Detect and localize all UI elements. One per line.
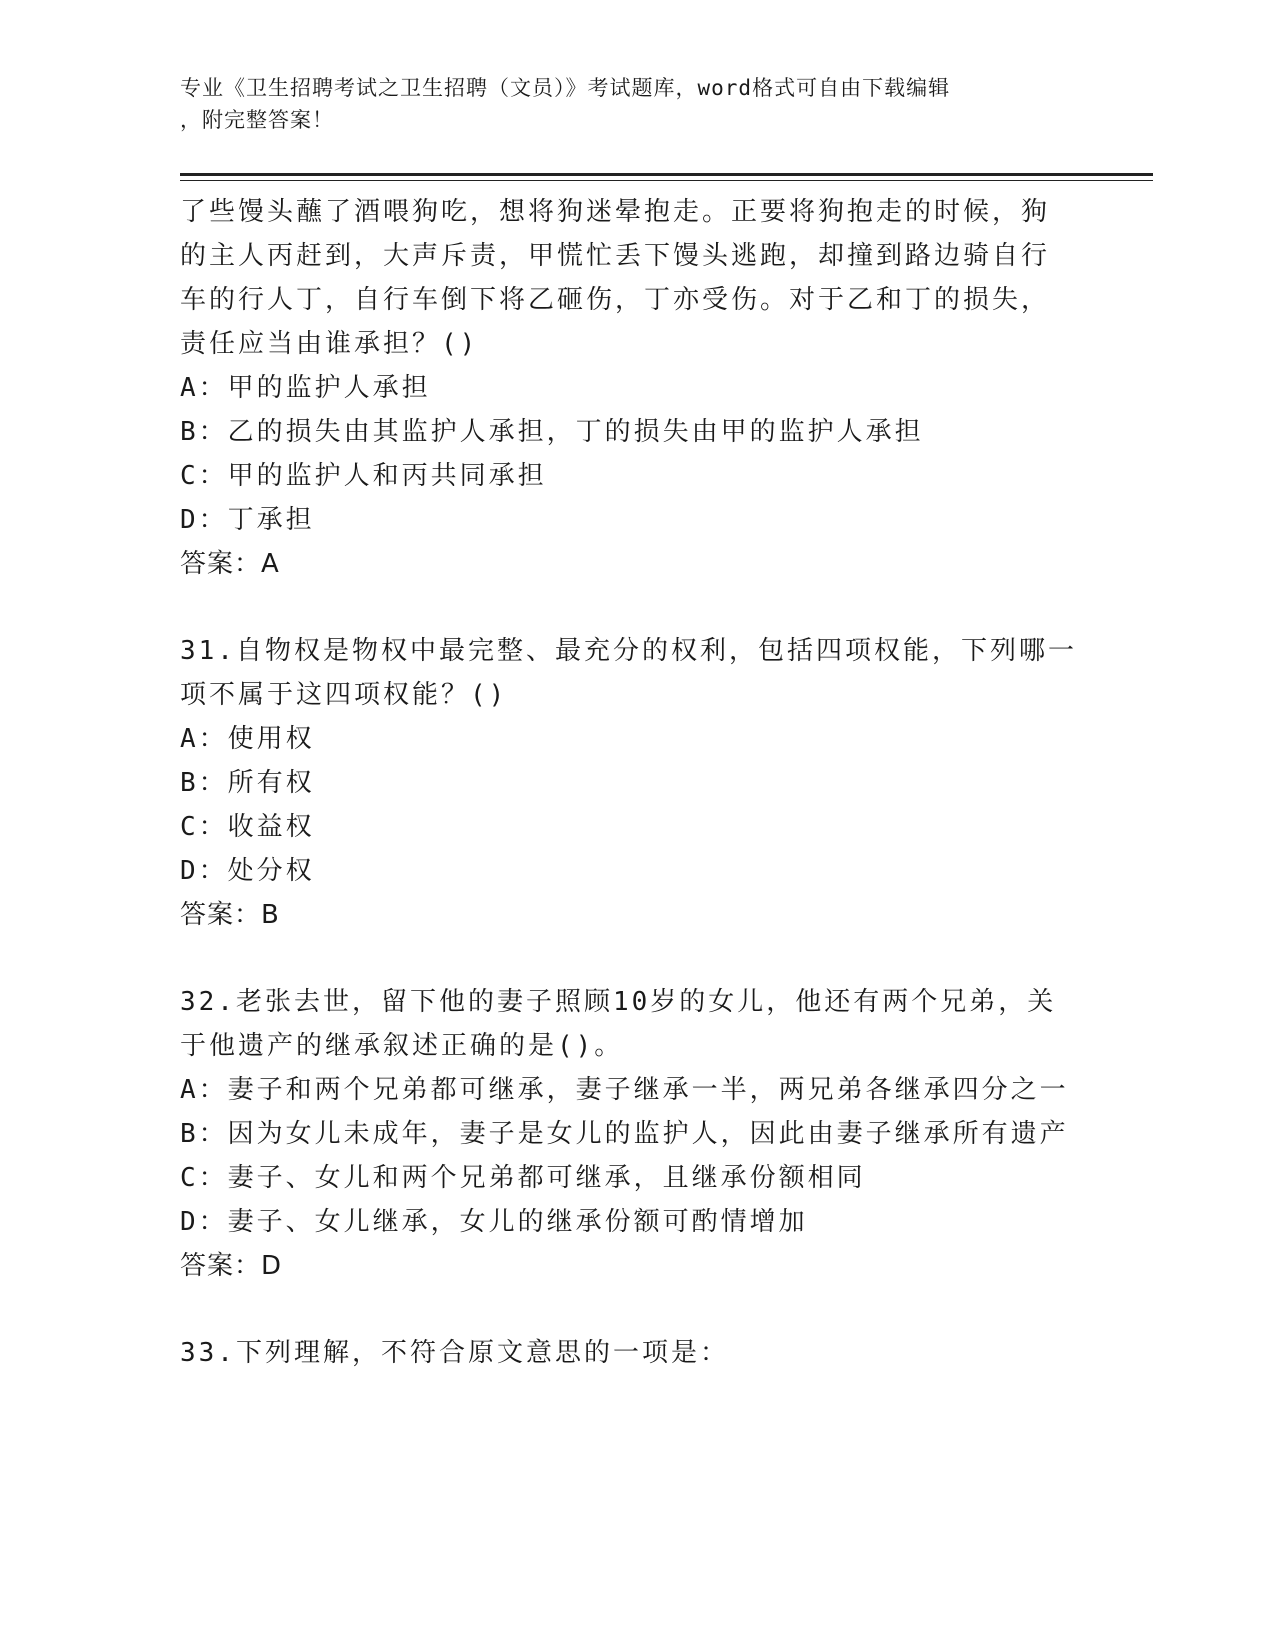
- header-rule-thin: [180, 180, 1153, 181]
- option-d: D：丁承担: [180, 505, 315, 535]
- option-a: A：妻子和两个兄弟都可继承，妻子继承一半，两兄弟各继承四分之一: [180, 1075, 1069, 1105]
- question-33: [180, 1331, 1060, 1375]
- question-stem-line: 项不属于这四项权能？(): [180, 680, 508, 710]
- document-header: [180, 72, 1060, 136]
- answer-line: 答案：A: [180, 549, 280, 579]
- question-31: [180, 629, 1077, 937]
- question-stem-line: 的主人丙赶到，大声斥责，甲慌忙丢下馒头逃跑，却撞到路边骑自行: [180, 241, 1051, 271]
- option-c: C：甲的监护人和丙共同承担: [180, 461, 547, 491]
- option-a: A：使用权: [180, 724, 315, 754]
- question-30: [180, 190, 1060, 586]
- question-list: [180, 190, 1077, 1375]
- header-rule-thick: [180, 173, 1153, 176]
- spacer: [180, 586, 1060, 629]
- question-stem-line: 33.下列理解，不符合原文意思的一项是：: [180, 1338, 729, 1368]
- question-stem-line: 32.老张去世，留下他的妻子照顾10岁的女儿，他还有两个兄弟，关: [180, 987, 1057, 1017]
- answer-line: 答案：B: [180, 900, 280, 930]
- option-d: D：处分权: [180, 856, 315, 886]
- spacer: [180, 1288, 1060, 1331]
- question-stem-line: 于他遗产的继承叙述正确的是()。: [180, 1031, 624, 1061]
- answer-line: 答案：D: [180, 1251, 283, 1281]
- question-stem-line: 责任应当由谁承担？(): [180, 329, 479, 359]
- option-d: D：妻子、女儿继承，女儿的继承份额可酌情增加: [180, 1207, 808, 1237]
- question-32: [180, 980, 1069, 1288]
- header-line-2: ，附完整答案！: [180, 108, 334, 132]
- question-stem-line: 31.自物权是物权中最完整、最充分的权利，包括四项权能，下列哪一: [180, 636, 1077, 666]
- option-b: B：乙的损失由其监护人承担，丁的损失由甲的监护人承担: [180, 417, 924, 447]
- question-stem-line: 了些馒头蘸了酒喂狗吃，想将狗迷晕抱走。正要将狗抱走的时候，狗: [180, 197, 1051, 227]
- question-stem-line: 车的行人丁，自行车倒下将乙砸伤，丁亦受伤。对于乙和丁的损失，: [180, 285, 1051, 315]
- spacer: [180, 937, 1060, 980]
- option-b: B：因为女儿未成年，妻子是女儿的监护人，因此由妻子继承所有遗产: [180, 1119, 1069, 1149]
- option-c: C：妻子、女儿和两个兄弟都可继承，且继承份额相同: [180, 1163, 866, 1193]
- option-b: B：所有权: [180, 768, 315, 798]
- option-c: C：收益权: [180, 812, 315, 842]
- option-a: A：甲的监护人承担: [180, 373, 431, 403]
- header-line-1: 专业《卫生招聘考试之卫生招聘（文员）》考试题库，word格式可自由下载编辑: [180, 76, 951, 100]
